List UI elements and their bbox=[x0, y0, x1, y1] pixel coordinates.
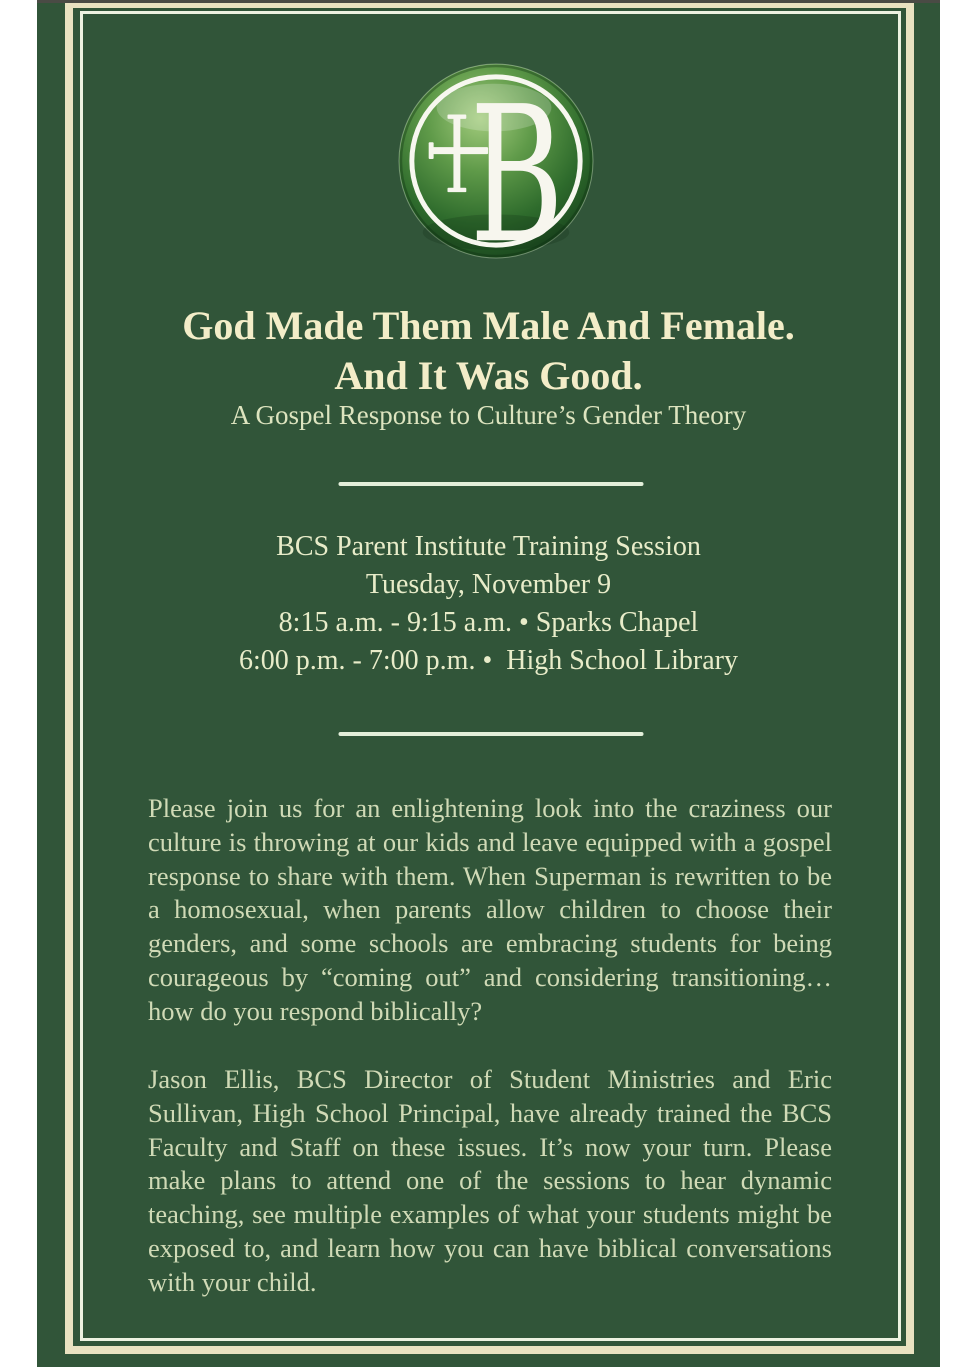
title-line-2: And It Was Good. bbox=[334, 353, 643, 398]
flyer-top-edge bbox=[37, 0, 940, 3]
session-line-morning: 8:15 a.m. - 9:15 a.m. • Sparks Chapel bbox=[278, 607, 699, 638]
title-line-1: God Made Them Male And Female. bbox=[182, 303, 795, 348]
bcs-crest-icon bbox=[397, 62, 595, 260]
divider-top bbox=[338, 482, 643, 486]
flyer-title bbox=[37, 301, 940, 401]
paragraph-2: Jason Ellis, BCS Director of Student Ministries and Eric Sullivan, High School Principal, have already trained the BCS Faculty and Staff on these issues. It’s now your turn. Please make plans to attend one of the sessions to hear dynamic teaching, see multiple examples of what your students might be exposed to, and learn how you can have biblical conversations with your child. bbox=[148, 1064, 832, 1297]
session-line-title: BCS Parent Institute Training Session bbox=[276, 531, 701, 562]
logo-letter: B bbox=[469, 65, 564, 260]
session-details bbox=[37, 528, 940, 680]
flyer-subtitle: A Gospel Response to Culture’s Gender Theory bbox=[230, 400, 747, 430]
session-line-date: Tuesday, November 9 bbox=[365, 569, 612, 600]
divider-bottom bbox=[338, 732, 643, 736]
flyer bbox=[37, 0, 940, 1367]
session-line-evening: 6:00 p.m. - 7:00 p.m. • High School Library bbox=[239, 645, 738, 676]
paragraph-1: Please join us for an enlightening look into the craziness our culture is throwing at our kids and leave equipped with a gospel response to share with them. When Superman is rewritten to be a homosexual, when parents allow children to choose their genders, and some schools are embracing students for being courageous by “coming out” and considering transitioning…how do you respond biblically? bbox=[148, 793, 832, 1026]
bcs-logo bbox=[397, 62, 595, 260]
